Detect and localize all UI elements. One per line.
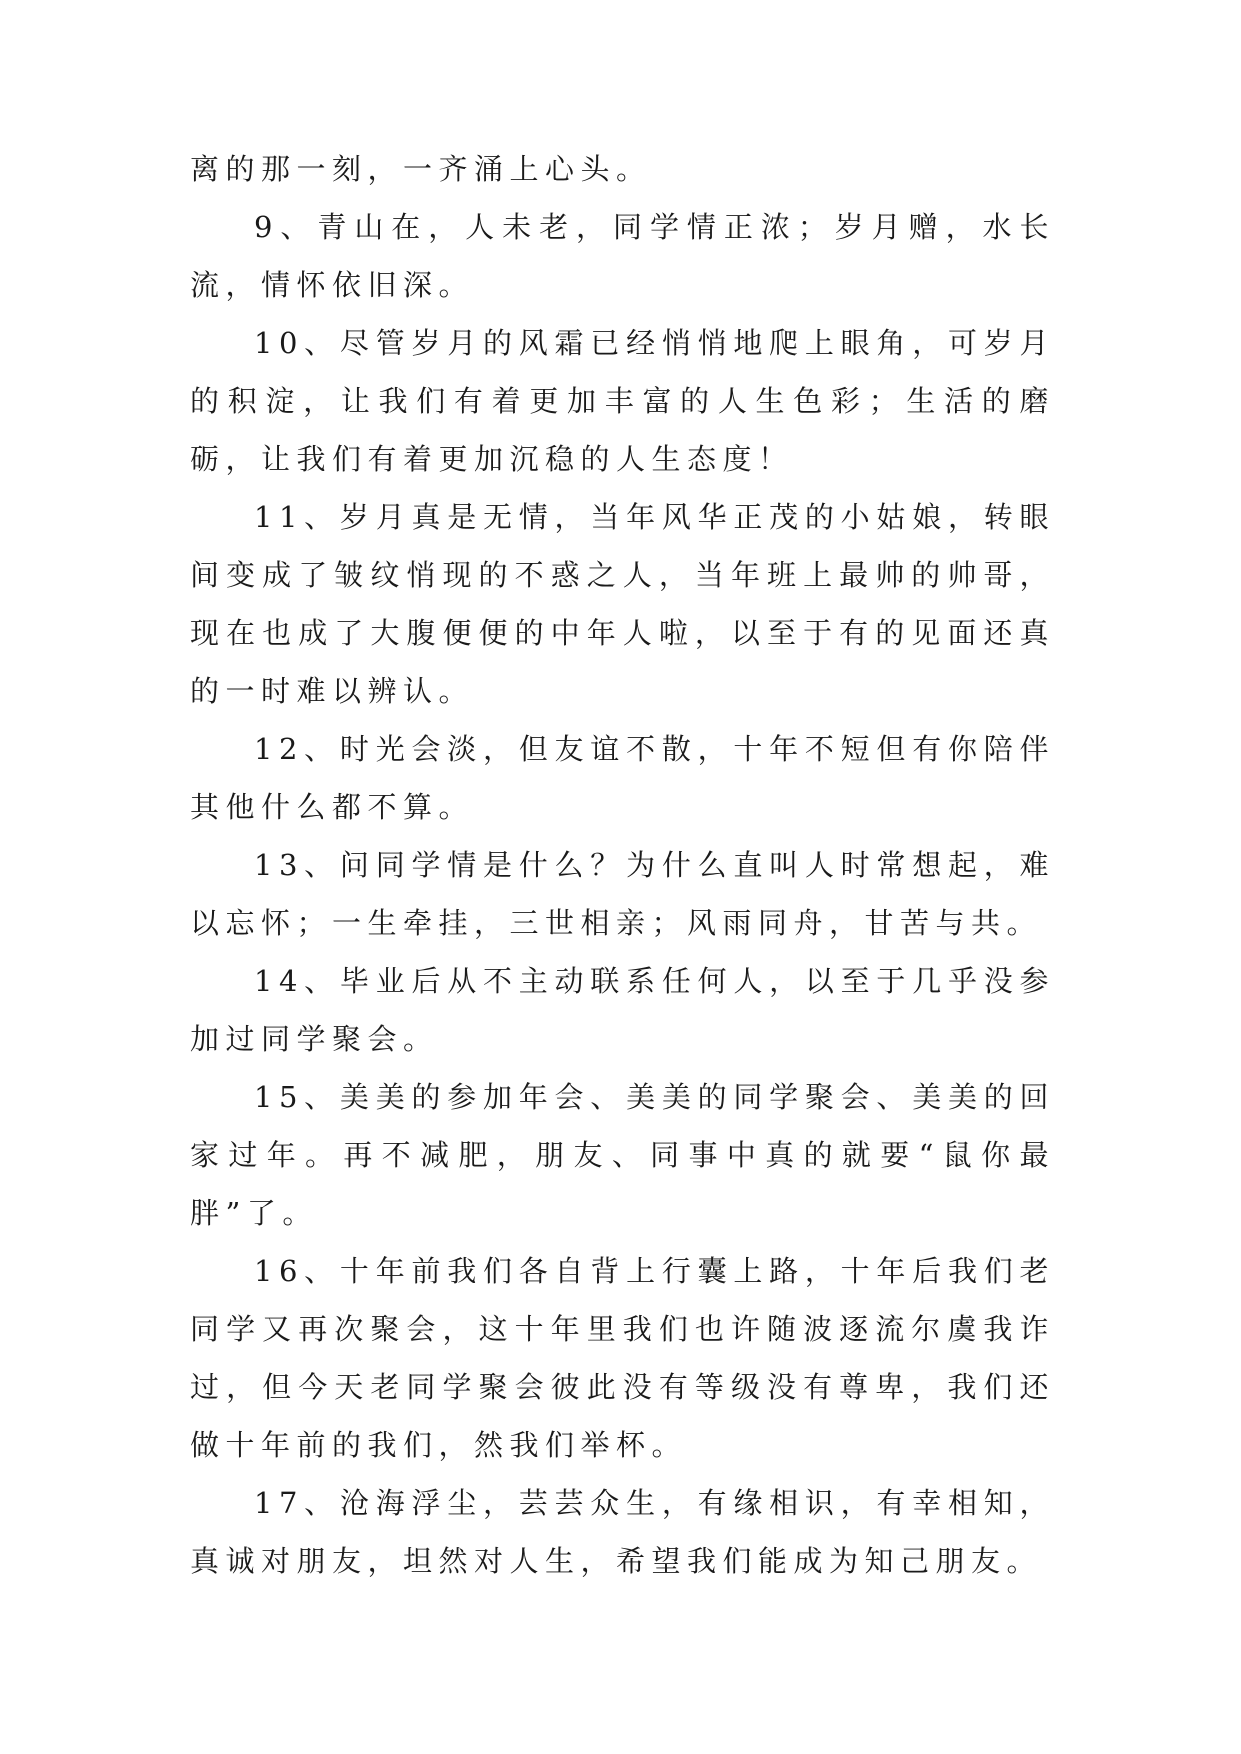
paragraph-13: 13、问同学情是什么？为什么直叫人时常想起，难以忘怀；一生牵挂，三世相亲；风雨同舟，甘苦与共。 (190, 848, 1055, 940)
paragraph-10: 10、尽管岁月的风霜已经悄悄地爬上眼角，可岁月的积淀，让我们有着更加丰富的人生色彩；生活的磨砺，让我们有着更加沉稳的人生态度！ (190, 326, 1055, 476)
paragraph-9: 9、青山在，人未老，同学情正浓；岁月赠，水长流，情怀依旧深。 (190, 210, 1055, 302)
paragraph-14: 14、毕业后从不主动联系任何人，以至于几乎没参加过同学聚会。 (190, 964, 1055, 1056)
paragraph-12: 12、时光会淡，但友谊不散，十年不短但有你陪伴其他什么都不算。 (190, 732, 1055, 824)
paragraph-11: 11、岁月真是无情，当年风华正茂的小姑娘，转眼间变成了皱纹悄现的不惑之人，当年班上最帅的帅哥，现在也成了大腹便便的中年人啦，以至于有的见面还真的一时难以辨认。 (190, 500, 1055, 708)
paragraph-15: 15、美美的参加年会、美美的同学聚会、美美的回家过年。再不减肥，朋友、同事中真的就要“鼠你最胖”了。 (190, 1080, 1055, 1230)
paragraph-17: 17、沧海浮尘，芸芸众生，有缘相识，有幸相知，真诚对朋友，坦然对人生，希望我们能成为知己朋友。 (190, 1486, 1055, 1578)
paragraph-continuation: 离的那一刻，一齐涌上心头。 (190, 152, 652, 186)
document-body (190, 140, 1055, 1590)
paragraph-16: 16、十年前我们各自背上行囊上路，十年后我们老同学又再次聚会，这十年里我们也许随波逐流尔虞我诈过，但今天老同学聚会彼此没有等级没有尊卑，我们还做十年前的我们，然我们举杯。 (190, 1254, 1055, 1462)
